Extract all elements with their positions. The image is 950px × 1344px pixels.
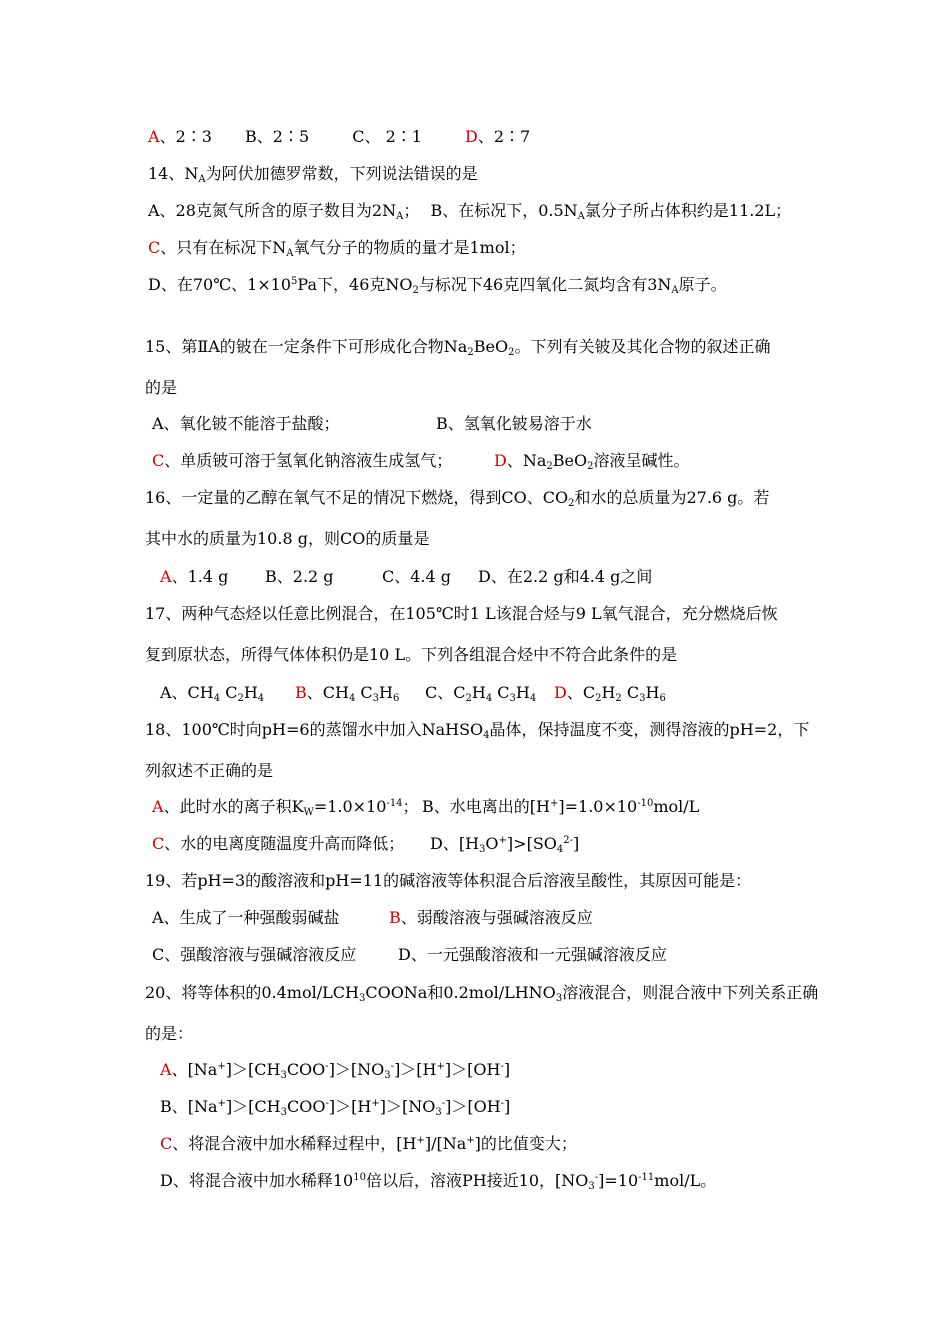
q19-options-cd: C、强酸溶液与强碱溶液反应 D、一元强酸溶液和一元强碱溶液反应	[152, 945, 667, 964]
q20-stem-line1: 20、将等体积的$0.4mol/LCH_3COONa$和$0.2mol/LHNO_3$溶液混合，则混合液中下列关系正确	[145, 983, 819, 1004]
q20-option-d: D、将混合液中加水稀释$10^{10}$倍以后，溶液PH接近10，$[NO_3^-]=10^{-11}mol/L$。	[160, 1171, 717, 1192]
option-b-text: B、2∶5	[245, 127, 310, 146]
option-b-text: B、氢氧化铍易溶于水	[436, 414, 592, 433]
q14-option-c: C、只有在标况下$N_A$氧气分子的物质的量才是1mol；	[148, 238, 526, 259]
q15-stem-line1: 15、第ⅡA的铍在一定条件下可形成化合物$Na_2BeO_2$。下列有关铍及其化合物的叙述正确	[145, 337, 771, 358]
q15-options-cd: C、单质铍可溶于氢氧化钠溶液生成氢气； D、$Na_2BeO_2$溶液呈碱性。	[152, 451, 690, 472]
option-a-letter: A	[148, 127, 160, 146]
option-a-text: A、28克氮气所含的原子数目为$2N_A$；	[148, 201, 420, 222]
q18-stem-line1: 18、100℃时向pH=6的蒸馏水中加入NaHSO$_4$晶体，保持温度不变，测得溶液的pH=2，下	[145, 720, 810, 741]
option-c-text: C、 2∶1	[352, 127, 422, 146]
q19-stem: 19、若pH=3的酸溶液和pH=11的碱溶液等体积混合后溶液呈酸性，其原因可能是：	[145, 871, 752, 890]
q14-stem: 14、$N_A$为阿伏加德罗常数，下列说法错误的是	[148, 164, 478, 185]
q20-stem-line2: 的是：	[145, 1024, 194, 1043]
option-a-text: A、氧化铍不能溶于盐酸；	[152, 414, 340, 433]
q20-option-b: B、$[Na^+]>[CH_3COO^-]>[H^+]>[NO_3^-]>[OH^-]$	[160, 1097, 511, 1118]
q14-option-d: D、在70℃、$1\times 10^5Pa$下，46克$NO_2$与标况下46克四氧化二氮均含有$3N_A$原子。	[148, 275, 727, 296]
q17-options: A、$CH_4$ $C_2H_4$ B、$CH_4$ $C_3H_6$ C、$C_2H_4$ $C_3H_4$ D、$C_2H_2$ $C_3H_6$	[160, 683, 666, 704]
option-a-text: 、2∶3	[159, 127, 212, 146]
q16-options: A、1.4 g B、2.2 g C、4.4 g D、在2.2 g和4.4 g之间	[160, 567, 653, 586]
q20-option-a: A、$[Na^+]>[CH_3COO^-]>[NO_3^-]>[H^+]>[OH^-]$	[160, 1060, 511, 1081]
q18-stem-line2: 列叙述不正确的是	[145, 761, 274, 780]
q18-options-ab: A、此时水的离子积$K_W=1.0\times 10^{-14}$； B、水电离出的$[H^+]=1.0\times 10^{-10}mol/L$	[152, 797, 700, 818]
q18-options-cd: C、水的电离度随温度升高而降低； D、$[H_3O^+]>[SO_4^{2-}]$	[152, 834, 580, 855]
q16-stem-line1: 16、一定量的乙醇在氧气不足的情况下燃烧，得到CO、$CO_2$和水的总质量为27.6 g。若	[145, 488, 770, 509]
q19-options-ab: A、生成了一种强酸弱碱盐 B、弱酸溶液与强碱溶液反应	[152, 908, 593, 927]
q13-options-row	[148, 127, 530, 147]
q17-stem-line1: 17、两种气态烃以任意比例混合，在105℃时1 L该混合烃与9 L氧气混合，充分燃烧后恢	[145, 604, 778, 623]
option-d-text: 、2∶7	[477, 127, 531, 146]
q15-options-ab	[152, 414, 592, 434]
q14-options-ab	[148, 201, 791, 221]
q20-option-c: C、将混合液中加水稀释过程中，[H+]/[Na+]的比值变大；	[160, 1134, 577, 1153]
q17-stem-line2: 复到原状态，所得气体体积仍是10 L。下列各组混合烃中不符合此条件的是	[145, 645, 678, 664]
option-b-text: B、在标况下，$0.5N_A$氯分子所占体积约是11.2L；	[430, 201, 792, 222]
option-d-letter: D	[465, 127, 478, 146]
q15-stem-line2: 的是	[145, 378, 178, 397]
q16-stem-line2: 其中水的质量为10.8 g，则CO的质量是	[145, 529, 430, 548]
